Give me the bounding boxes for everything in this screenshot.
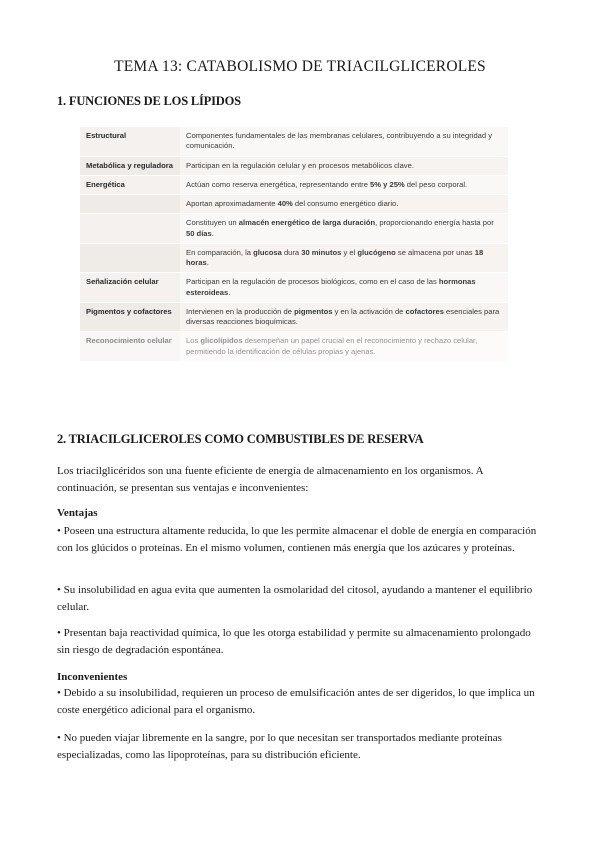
text-segment: Participan en la regulación de procesos biológicos, como en el caso de las — [186, 277, 439, 287]
text-segment: Intervienen en la producción de — [186, 306, 295, 316]
table-row-label: Pigmentos y cofactores — [80, 302, 180, 332]
text-segment: y el — [341, 247, 358, 257]
table-row — [80, 214, 508, 244]
table-row-description — [180, 156, 508, 175]
text-segment: . — [206, 258, 209, 267]
text-segment: Actúan como reserva energética, representando entre — [186, 179, 371, 189]
table-row — [80, 243, 508, 273]
table-row — [80, 195, 508, 214]
table-row — [80, 127, 508, 156]
table-row-label — [80, 243, 180, 273]
bold-text: pigmentos — [294, 306, 333, 316]
table-row-label: Energética — [80, 175, 180, 194]
text-segment: , proporcionando energía hasta por — [375, 218, 494, 228]
bold-text: glucosa — [253, 247, 282, 257]
ventaja-item: • Su insolubilidad en agua evita que aumenten la osmolaridad del citosol, ayudando a mantener el equilibrio celular. — [57, 584, 533, 613]
table-row-description — [180, 127, 508, 156]
table-row-description — [180, 175, 508, 194]
section-2-heading: 2. TRIACILGLICEROLES COMO COMBUSTIBLES DE RESERVA — [57, 432, 424, 446]
table-row-label — [80, 214, 180, 244]
table-row-description — [180, 214, 508, 244]
table-row — [80, 332, 508, 362]
table-row — [80, 273, 508, 303]
ventajas-heading: Ventajas — [57, 507, 98, 519]
text-segment: desempeñan un papel crucial en el reconocimiento y rechazo celular, permitiendo la identificación de células propias y ajenas. — [186, 336, 478, 356]
table-row-description — [180, 243, 508, 273]
bold-text: 30 minutos — [301, 247, 342, 257]
table-row-label: Estructural — [80, 127, 180, 156]
inconveniente-item: • No pueden viajar libremente en la sangre, por lo que necesitan ser transportados mediante proteínas especializadas, como las lipoproteínas, para su distribución eficiente. — [57, 732, 502, 761]
ventaja-item: • Presentan baja reactividad química, lo que les otorga estabilidad y permite su almacenamiento prolongado sin riesgo de degradación espontánea. — [57, 627, 531, 656]
inconveniente-item: • Debido a su insolubilidad, requieren un proceso de emulsificación antes de ser digeridos, lo que implica un coste energético adicional para el organismo. — [57, 687, 535, 716]
table-row — [80, 175, 508, 194]
intro-paragraph: Los triacilglicéridos son una fuente eficiente de energía de almacenamiento en los organismos. A continuación, se presentan sus ventajas e inconvenientes: — [57, 465, 484, 494]
text-segment: En comparación, la — [186, 247, 254, 257]
text-segment: del peso corporal. — [404, 179, 468, 189]
inconvenientes-heading: Inconvenientes — [57, 671, 128, 683]
text-segment: Constituyen un — [186, 218, 239, 228]
table-row-description — [180, 332, 508, 362]
bold-text: glicolípidos — [200, 336, 243, 346]
ventaja-item: • Poseen una estructura altamente reducida, lo que les permite almacenar el doble de energía en comparación con los glúcidos o proteínas. En el mismo volumen, contienen más energía que los azúcares y proteínas. — [57, 525, 537, 554]
text-segment: del consumo energético diario. — [292, 199, 399, 208]
table-row-label — [80, 195, 180, 214]
table-row-label: Reconocimiento celular — [80, 332, 180, 362]
text-segment: y en la activación de — [332, 306, 406, 316]
text-segment: Participan en la regulación celular y en procesos metabólicos clave. — [186, 160, 414, 170]
bold-text: 18 horas — [186, 247, 484, 267]
lipid-functions-table-image — [80, 127, 508, 410]
section-1-heading: 1. FUNCIONES DE LOS LÍPIDOS — [57, 94, 241, 108]
page-title: TEMA 13: CATABOLISMO DE TRIACILGLICEROLES — [114, 58, 486, 75]
bold-text: 5% y 25% — [370, 179, 405, 189]
bold-text: glucógeno — [357, 247, 396, 257]
table-row — [80, 302, 508, 332]
text-segment: . — [228, 287, 231, 297]
text-segment: dura — [281, 247, 302, 257]
bold-text: hormonas esteroideas — [186, 277, 476, 297]
table-row-description — [180, 195, 508, 214]
bold-text: almacén energético de larga duración — [238, 218, 376, 228]
table-row-description — [180, 273, 508, 303]
bold-text: cofactores — [405, 306, 444, 316]
text-segment: Los — [186, 336, 201, 346]
table-row-description — [180, 302, 508, 332]
table-row-label: Metabólica y reguladora — [80, 156, 180, 175]
text-segment: esenciales para diversas reacciones bioquímicas. — [186, 306, 500, 326]
text-segment: Componentes fundamentales de las membranas celulares, contribuyendo a su integridad y comunicación. — [186, 131, 493, 151]
table-row-label: Señalización celular — [80, 273, 180, 303]
bold-text: 40% — [277, 199, 293, 208]
lipid-functions-table — [80, 127, 508, 362]
text-segment: Aportan aproximadamente — [186, 199, 278, 208]
bold-text: 50 días — [186, 228, 212, 238]
text-segment: . — [211, 228, 214, 238]
table-row — [80, 156, 508, 175]
text-segment: se almacena por unas — [395, 247, 475, 257]
